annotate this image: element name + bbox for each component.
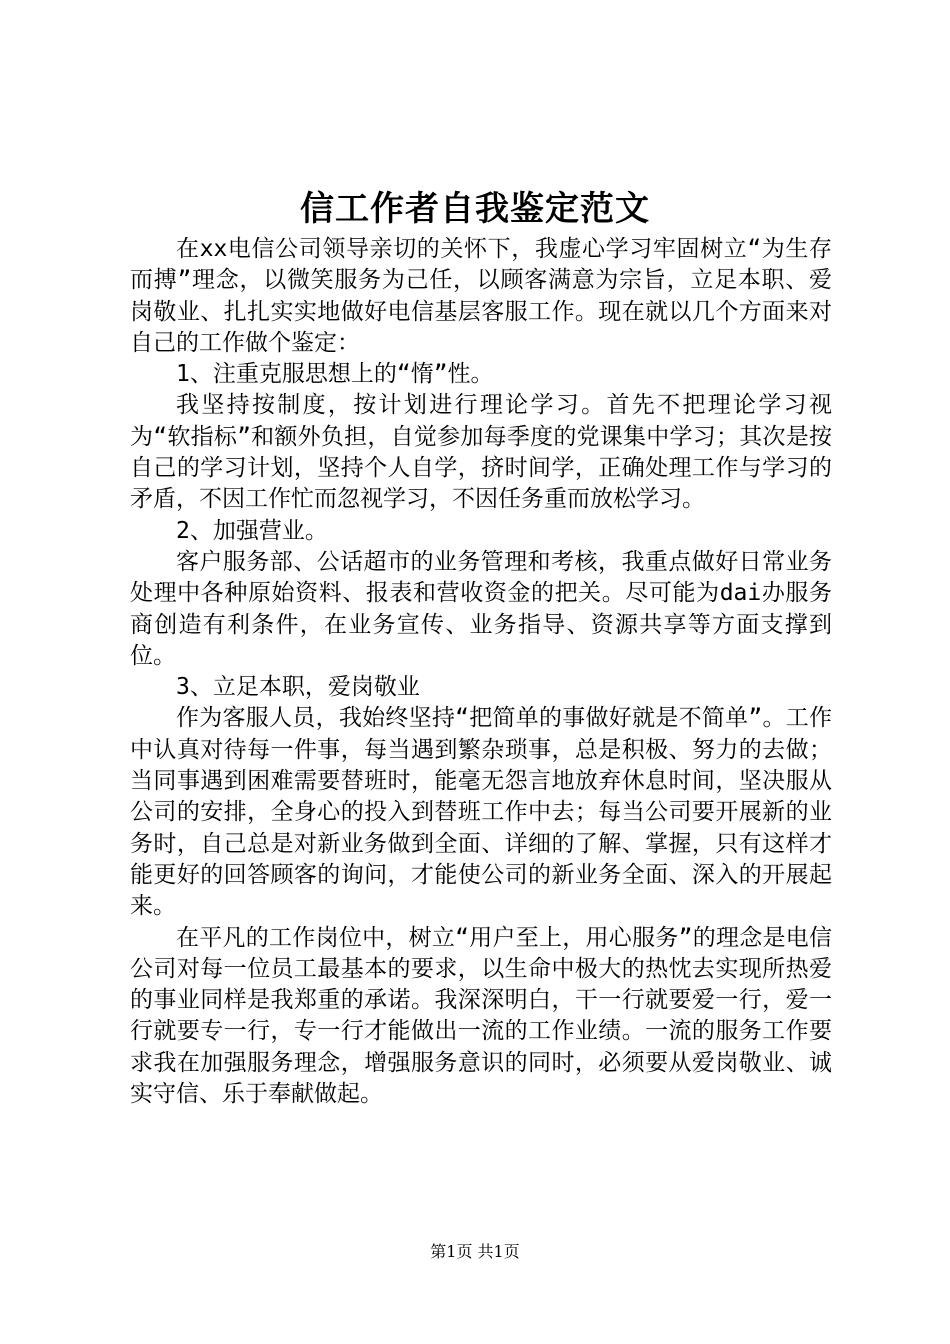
paragraph-study: 我坚持按制度，按计划进行理论学习。首先不把理论学习视为“软指标”和额外负担，自觉参加每季度的党课集中学习；其次是按自己的学习计划，坚持个人自学，挤时间学，正确处理工作与学习的矛盾，不因工作忙而忽视学习，不因任务重而放松学习。 [130, 392, 832, 513]
paragraph-business: 客户服务部、公话超市的业务管理和考核，我重点做好日常业务处理中各种原始资料、报表和营收资金的把关。尽可能为dai办服务商创造有利条件，在业务宣传、业务指导、资源共享等方面支撑到位。 [130, 548, 832, 669]
document-title: 信工作者自我鉴定范文 [300, 189, 650, 229]
section-heading-2: 2、加强营业。 [176, 517, 328, 544]
section-heading-1: 1、注重克服思想上的“惰”性。 [176, 361, 494, 388]
section-heading-3: 3、立足本职，爱岗敬业 [176, 674, 420, 701]
page-footer: 第1页 共1页 [430, 1242, 520, 1261]
paragraph-conclusion: 在平凡的工作岗位中，树立“用户至上，用心服务”的理念是电信公司对每一位员工最基本的要求，以生命中极大的热忱去实现所热爱的事业同样是我郑重的承诺。我深深明白，干一行就要爱一行，爱一行就要专一行，专一行才能做出一流的工作业绩。一流的服务工作要求我在加强服务理念，增强服务意识的同时，必须要从爱岗敬业、诚实守信、乐于奉献做起。 [130, 924, 832, 1108]
paragraph-intro: 在xx电信公司领导亲切的关怀下，我虚心学习牢固树立“为生存而搏”理念，以微笑服务为己任，以顾客满意为宗旨，立足本职、爱岗敬业、扎扎实实地做好电信基层客服工作。现在就以几个方面来对自己的工作做个鉴定： [130, 236, 832, 356]
document-body [130, 234, 832, 1110]
paragraph-dedication: 作为客服人员，我始终坚持“把简单的事做好就是不简单”。工作中认真对待每一件事，每当遇到繁杂琐事，总是积极、努力的去做；当同事遇到困难需要替班时，能毫无怨言地放弃休息时间，坚决服从公司的安排，全身心的投入到替班工作中去；每当公司要开展新的业务时，自己总是对新业务做到全面、详细的了解、掌握，只有这样才能更好的回答顾客的询问，才能使公司的新业务全面、深入的开展起来。 [130, 705, 832, 920]
